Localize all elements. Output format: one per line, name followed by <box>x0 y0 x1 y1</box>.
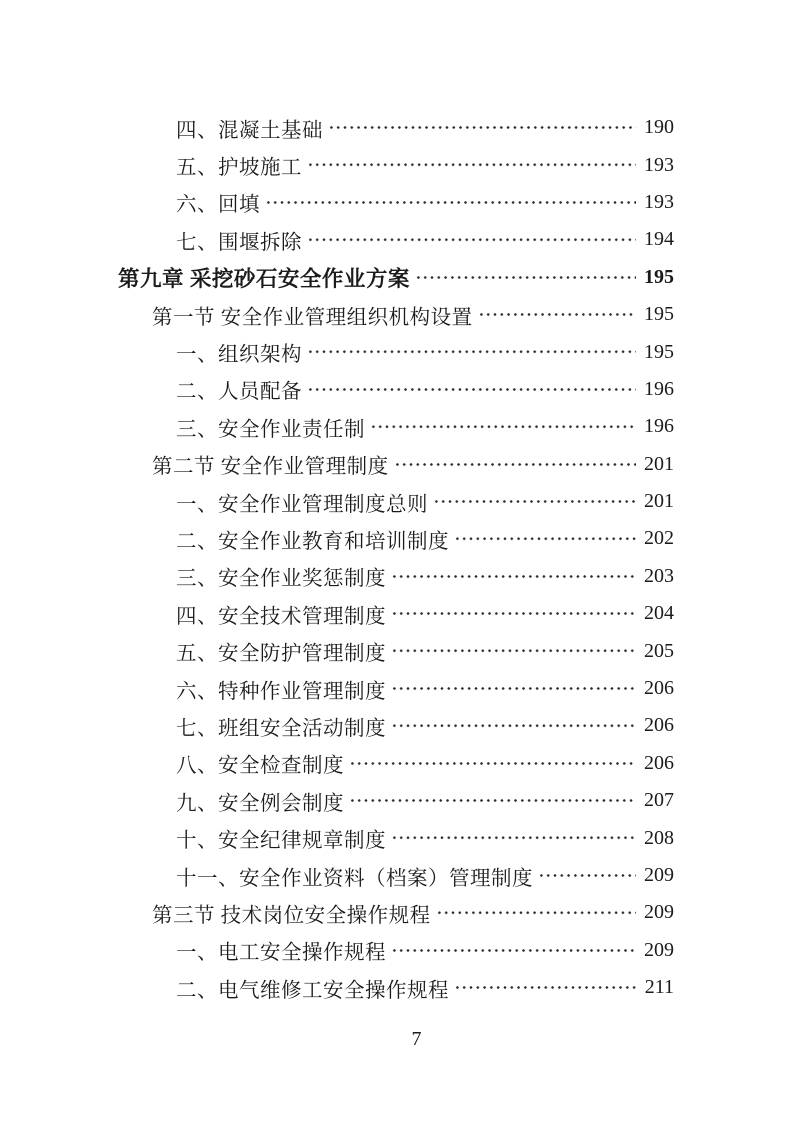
toc-entry[interactable] <box>118 932 674 969</box>
dot-leader <box>391 558 636 595</box>
dot-leader <box>478 296 636 333</box>
dot-leader <box>391 670 636 707</box>
toc-entry[interactable] <box>118 707 674 744</box>
toc-entry[interactable] <box>118 333 674 370</box>
toc-entry[interactable] <box>118 632 674 669</box>
toc-entry-title: 六、回填 <box>176 194 260 217</box>
toc-entry-title: 一、组织架构 <box>176 344 302 367</box>
dot-leader <box>394 446 636 483</box>
toc-entry[interactable] <box>118 221 674 258</box>
toc-entry[interactable] <box>118 146 674 183</box>
toc-entry[interactable] <box>118 109 674 146</box>
toc-entry[interactable] <box>118 371 674 408</box>
toc-entry-title: 五、护坡施工 <box>176 157 302 180</box>
toc-entry-title: 五、安全防护管理制度 <box>176 643 386 666</box>
toc-entry-page: 196 <box>644 377 674 400</box>
toc-entry-page: 205 <box>644 639 674 662</box>
toc-entry-title: 三、安全作业责任制 <box>176 418 365 441</box>
table-of-contents <box>118 109 674 1006</box>
toc-entry-page: 204 <box>644 602 674 625</box>
dot-leader <box>307 333 636 370</box>
toc-entry-title: 第一节 安全作业管理组织机构设置 <box>152 306 473 329</box>
dot-leader <box>391 819 636 856</box>
dot-leader <box>415 259 636 296</box>
toc-entry-page: 201 <box>644 490 674 513</box>
footer-page-number: 7 <box>411 1028 422 1050</box>
toc-entry-page: 207 <box>644 789 674 812</box>
toc-entry-title: 第九章 采挖砂石安全作业方案 <box>118 266 410 291</box>
dot-leader <box>349 782 636 819</box>
toc-entry-page: 206 <box>644 714 674 737</box>
toc-entry-title: 一、电工安全操作规程 <box>176 942 386 965</box>
toc-entry[interactable] <box>118 184 674 221</box>
toc-entry-page: 209 <box>644 938 674 961</box>
toc-entry-page: 206 <box>644 677 674 700</box>
toc-entry-title: 四、安全技术管理制度 <box>176 605 386 628</box>
toc-entry-chapter[interactable] <box>118 259 674 296</box>
toc-entry-title: 十一、安全作业资料（档案）管理制度 <box>176 867 533 890</box>
dot-leader <box>436 894 636 931</box>
toc-entry-title: 十、安全纪律规章制度 <box>176 830 386 853</box>
dot-leader <box>307 146 636 183</box>
toc-entry[interactable] <box>118 408 674 445</box>
toc-entry-title: 四、混凝土基础 <box>176 119 323 142</box>
toc-entry-section[interactable] <box>118 296 674 333</box>
toc-entry[interactable] <box>118 969 674 1006</box>
toc-entry-page: 190 <box>644 116 674 139</box>
toc-entry-page: 195 <box>644 340 674 363</box>
dot-leader <box>391 632 636 669</box>
toc-entry-title: 七、班组安全活动制度 <box>176 717 386 740</box>
dot-leader <box>538 857 636 894</box>
dot-leader <box>349 745 636 782</box>
dot-leader <box>391 932 636 969</box>
page-footer <box>20 1028 793 1051</box>
toc-entry[interactable] <box>118 595 674 632</box>
toc-entry-title: 六、特种作业管理制度 <box>176 680 386 703</box>
dot-leader <box>307 221 636 258</box>
toc-entry-title: 二、电气维修工安全操作规程 <box>176 979 449 1002</box>
toc-entry-title: 二、安全作业教育和培训制度 <box>176 530 449 553</box>
dot-leader <box>328 109 636 146</box>
toc-entry[interactable] <box>118 745 674 782</box>
dot-leader <box>433 483 636 520</box>
dot-leader <box>391 595 636 632</box>
toc-entry-title: 三、安全作业奖惩制度 <box>176 568 386 591</box>
dot-leader <box>307 371 636 408</box>
toc-entry-page: 208 <box>644 826 674 849</box>
toc-entry[interactable] <box>118 782 674 819</box>
dot-leader <box>454 969 637 1006</box>
toc-entry-title: 七、围堰拆除 <box>176 231 302 254</box>
toc-entry-page: 209 <box>644 864 674 886</box>
toc-entry[interactable] <box>118 520 674 557</box>
toc-entry-page: 196 <box>644 415 674 438</box>
toc-entry-page: 203 <box>644 564 674 587</box>
toc-entry-page: 193 <box>644 153 674 176</box>
toc-entry[interactable] <box>118 558 674 595</box>
toc-entry-section[interactable] <box>118 894 674 931</box>
toc-entry[interactable] <box>118 819 674 856</box>
toc-entry[interactable] <box>118 670 674 707</box>
toc-entry-page: 211 <box>644 976 674 999</box>
dot-leader <box>265 184 636 221</box>
dot-leader <box>391 707 636 744</box>
toc-entry-title: 一、安全作业管理制度总则 <box>176 493 428 516</box>
dot-leader <box>454 520 636 557</box>
toc-entry-page: 201 <box>644 452 674 475</box>
toc-entry-page: 195 <box>644 265 674 288</box>
toc-entry-page: 209 <box>644 901 674 924</box>
toc-entry-page: 206 <box>644 751 674 774</box>
toc-entry-title: 二、人员配备 <box>176 381 302 404</box>
toc-entry-title: 第二节 安全作业管理制度 <box>152 456 389 479</box>
toc-entry[interactable] <box>118 483 674 520</box>
toc-entry-page: 202 <box>644 527 674 550</box>
toc-entry-title: 九、安全例会制度 <box>176 792 344 815</box>
toc-entry-page: 194 <box>644 228 674 251</box>
toc-entry-page: 193 <box>644 190 674 213</box>
toc-entry-title: 第三节 技术岗位安全操作规程 <box>152 904 431 927</box>
dot-leader <box>370 408 636 445</box>
toc-entry[interactable] <box>118 857 674 894</box>
toc-entry-section[interactable] <box>118 446 674 483</box>
toc-entry-title: 八、安全检查制度 <box>176 755 344 778</box>
toc-entry-page: 195 <box>644 303 674 326</box>
